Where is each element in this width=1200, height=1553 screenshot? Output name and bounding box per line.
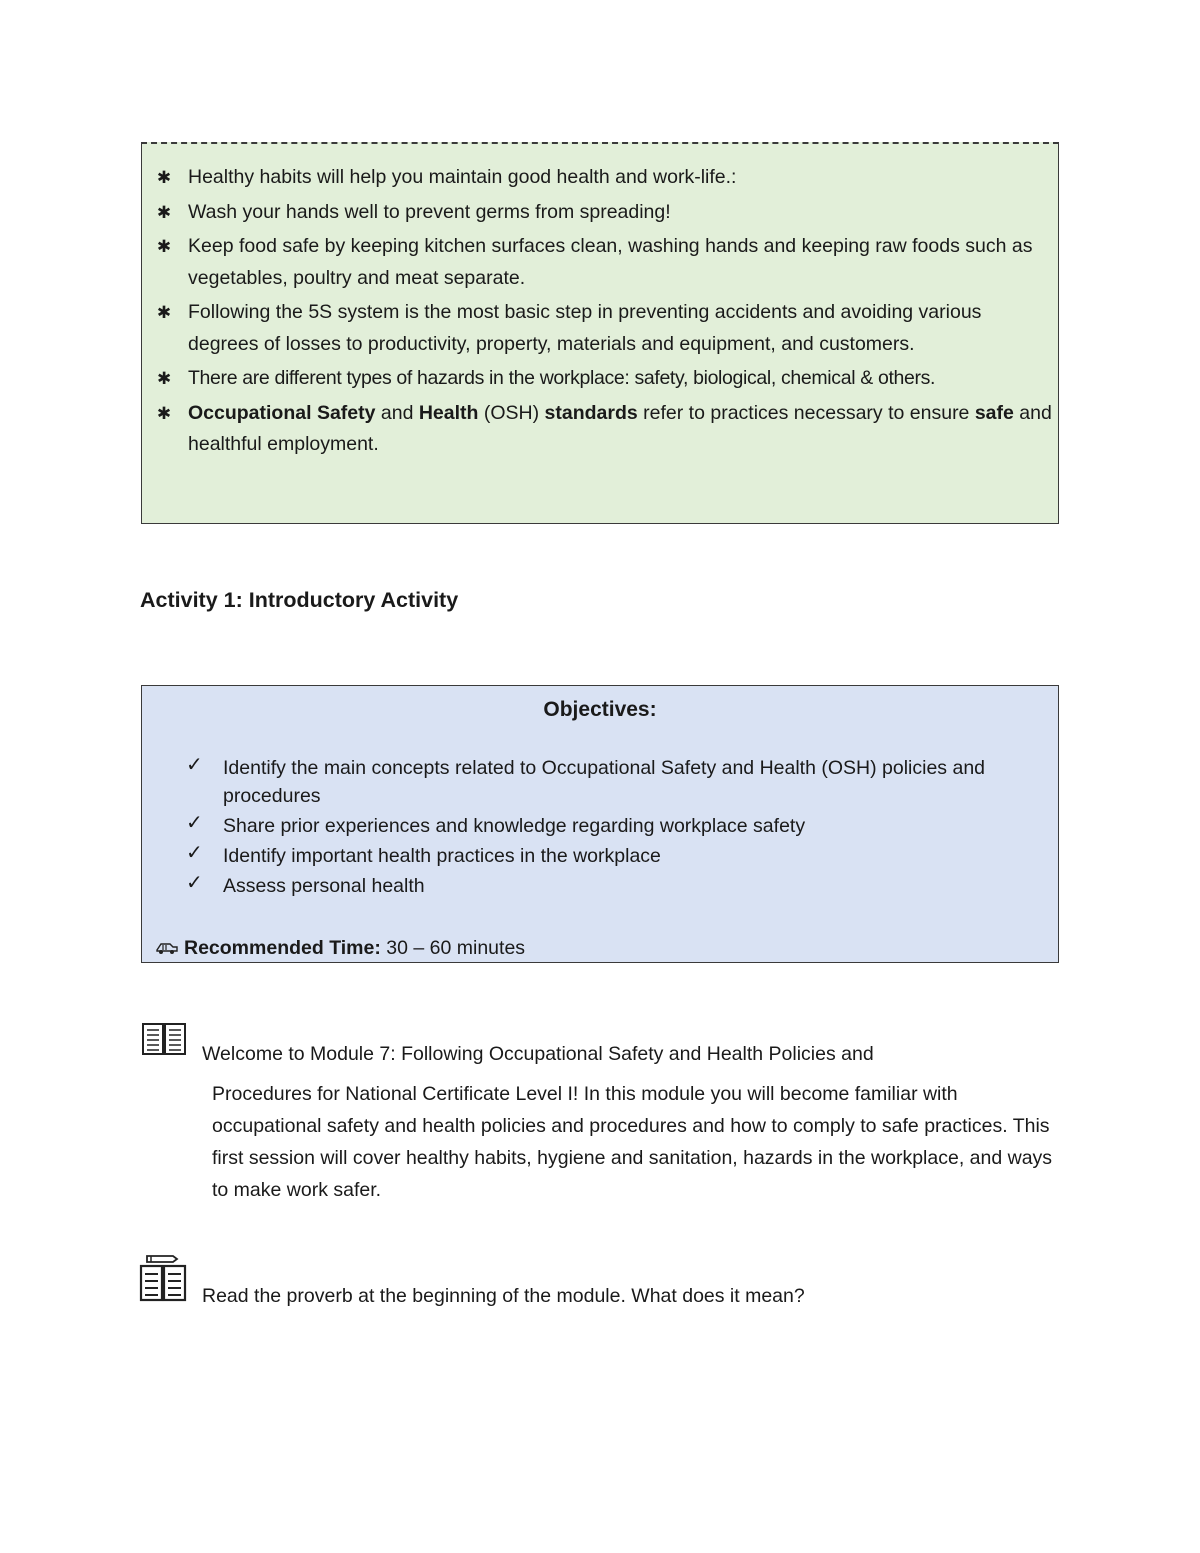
objective-text: Identify important health practices in the workplace xyxy=(223,845,661,867)
summary-list xyxy=(154,162,1054,464)
summary-item-text: Following the 5S system is the most basic step in preventing accidents and avoiding various degrees of losses to productivity, property, materials and equipment, and customers. xyxy=(188,301,982,355)
summary-box xyxy=(141,142,1059,524)
summary-item-text: Keep food safe by keeping kitchen surfaces clean, washing hands and keeping raw foods such as vegetables, poultry and meat separate. xyxy=(188,235,1033,289)
summary-item xyxy=(154,231,1054,294)
osh-text: and xyxy=(375,401,419,424)
objective-item xyxy=(186,872,1046,900)
osh-bold-term: Health xyxy=(418,401,479,424)
objective-text: Identify the main concepts related to Occupational Safety and Health (OSH) policies and procedures xyxy=(223,757,986,807)
checkmark-icon: ✓ xyxy=(186,754,203,776)
checkmark-icon: ✓ xyxy=(186,812,203,834)
summary-item xyxy=(154,363,1054,395)
osh-text: (OSH) xyxy=(478,401,545,424)
checkmark-icon: ✓ xyxy=(186,872,203,894)
hourglass-icon xyxy=(156,941,178,955)
open-book-icon xyxy=(141,1020,187,1058)
notebook-pencil-icon xyxy=(139,1254,189,1304)
asterisk-bullet-icon: ✱ xyxy=(157,369,171,388)
osh-text: refer to practices necessary to ensure xyxy=(637,401,975,424)
recommended-time-label: Recommended Time: xyxy=(184,937,381,959)
objective-item xyxy=(186,754,1046,810)
summary-item-osh xyxy=(154,398,1054,461)
objectives-box xyxy=(141,685,1059,963)
proverb-prompt: Read the proverb at the beginning of the module. What does it mean? xyxy=(202,1285,805,1307)
objectives-list xyxy=(186,754,1046,902)
asterisk-bullet-icon: ✱ xyxy=(156,168,172,187)
recommended-time xyxy=(156,934,525,962)
summary-item-text: Healthy habits will help you maintain good health and work-life.: xyxy=(188,166,737,188)
objective-text: Share prior experiences and knowledge regarding workplace safety xyxy=(223,815,806,837)
osh-bold-term: Occupational Safety xyxy=(188,401,376,424)
asterisk-bullet-icon: ✱ xyxy=(156,303,172,322)
objective-item xyxy=(186,842,1046,870)
summary-item-text: Wash your hands well to prevent germs from spreading! xyxy=(188,200,671,223)
osh-bold-term: safe xyxy=(974,401,1014,424)
checkmark-icon: ✓ xyxy=(186,842,203,864)
welcome-first-line: Welcome to Module 7: Following Occupational Safety and Health Policies and xyxy=(202,1043,874,1065)
recommended-time-value: 30 – 60 minutes xyxy=(380,937,526,959)
summary-item xyxy=(154,197,1054,229)
objectives-title: Objectives: xyxy=(543,698,657,721)
summary-item xyxy=(154,162,1054,194)
asterisk-bullet-icon: ✱ xyxy=(156,237,172,256)
summary-item xyxy=(154,297,1054,360)
osh-text: and healthful employment. xyxy=(188,401,1052,455)
osh-bold-term: standards xyxy=(544,401,638,424)
activity-heading: Activity 1: Introductory Activity xyxy=(140,588,459,612)
asterisk-bullet-icon: ✱ xyxy=(156,202,172,222)
welcome-paragraph: Procedures for National Certificate Level I! In this module you will become familiar with occupational safety and health policies and procedures and how to comply to safe practices. This first session will cover healthy habits, hygiene and sanitation, hazards in the workplace, and ways to make work safer. xyxy=(212,1083,1053,1201)
objective-item xyxy=(186,812,1046,840)
asterisk-bullet-icon: ✱ xyxy=(156,403,172,423)
objective-text: Assess personal health xyxy=(223,875,425,897)
summary-item-text: There are different types of hazards in the workplace: safety, biological, chemical & others. xyxy=(188,367,936,389)
